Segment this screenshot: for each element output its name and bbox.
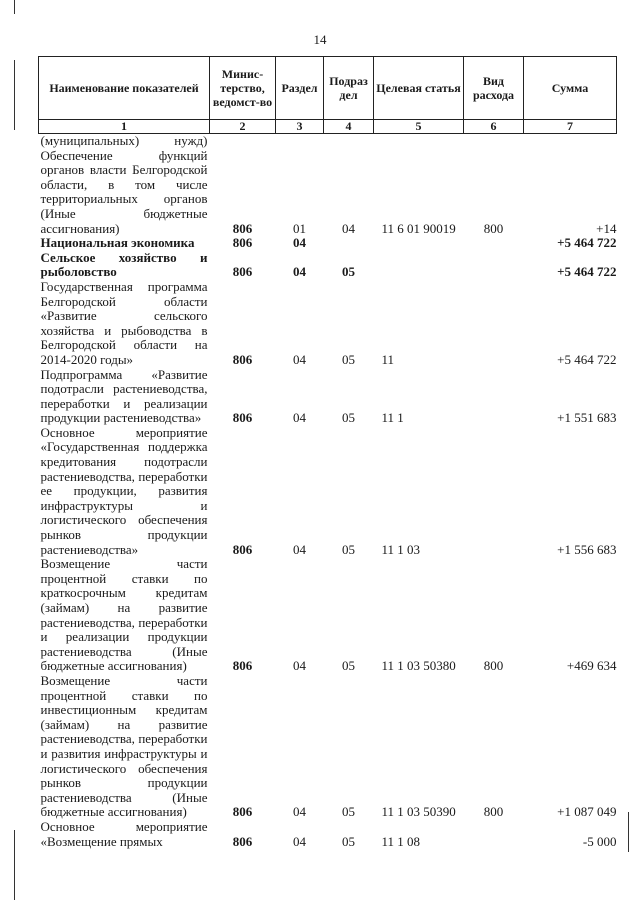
row-section-code: 01 (293, 220, 306, 236)
row-subsection-code: 05 (342, 541, 355, 557)
row-ministry-code: 806 (232, 220, 253, 236)
row-expense-type: 800 (483, 658, 504, 674)
header-amount: Сумма (524, 57, 617, 120)
column-number-row (39, 120, 617, 134)
right-margin-mark (628, 812, 629, 852)
row-subsection-code: 05 (342, 804, 355, 820)
row-indicator-name: Подпрограмма «Развитие подотрасли растениеводства, переработки и реализации продукции растениеводства» (40, 366, 208, 426)
row-target-article: 11 1 03 50390 (381, 804, 456, 820)
row-expense-type (464, 251, 524, 280)
row-indicator-name: Основное мероприятие «Возмещение прямых (40, 818, 208, 849)
row-target-article (374, 251, 464, 280)
row-amount: +1 551 683 (557, 410, 617, 426)
row-target-article: 11 (381, 351, 395, 367)
header-indicator-name: Наименование показателей (39, 57, 210, 120)
column-number: 7 (524, 120, 617, 134)
row-section-code: 04 (293, 410, 306, 426)
row-expense-type: 800 (483, 804, 504, 820)
row-target-article (374, 236, 464, 251)
row-expense-type (464, 236, 524, 251)
row-indicator-name: Сельское хозяйство и рыболовство (40, 249, 208, 280)
row-amount: +5 464 722 (557, 351, 617, 367)
column-number: 5 (374, 120, 464, 134)
header-section: Раздел (276, 57, 324, 120)
header-ministry: Минис-терство, ведомст-во (210, 57, 276, 120)
row-expense-type: 800 (483, 220, 504, 236)
header-expense-type: Вид расхода (464, 57, 524, 120)
row-indicator-name: Основное мероприятие «Государственная поддержка кредитования подотрасли растениеводства, переработки ее продукции, развития инфраструктуры и логистического обеспечения рынков продукции растениеводства» (40, 424, 208, 557)
row-expense-type (464, 426, 524, 557)
row-section-code: 04 (293, 804, 306, 820)
row-target-article: 11 1 08 (381, 833, 421, 849)
row-amount: +1 087 049 (557, 804, 617, 820)
row-expense-type (464, 368, 524, 426)
header-subsection: Подраз дел (324, 57, 374, 120)
row-amount: -5 000 (582, 833, 617, 849)
left-margin-mark-bottom (14, 830, 15, 900)
column-number: 6 (464, 120, 524, 134)
table-row (39, 280, 617, 368)
column-number: 1 (39, 120, 210, 134)
row-section-code: 04 (293, 235, 306, 251)
row-amount: +1 556 683 (557, 541, 617, 557)
left-margin-mark (14, 60, 15, 130)
budget-table (38, 56, 617, 849)
row-expense-type (464, 280, 524, 368)
row-subsection-code: 04 (342, 220, 355, 236)
row-subsection-code: 05 (342, 658, 355, 674)
table-header-row (39, 57, 617, 120)
table-row (39, 134, 617, 237)
row-indicator-name: Возмещение части процентной ставки по краткосрочным кредитам (займам) на развитие растениеводства, переработки и реализации продукции растениеводства (Иные бюджетные ассигнования) (40, 556, 208, 674)
row-target-article: 11 1 (381, 410, 404, 426)
left-margin-mark-top (14, 0, 15, 14)
column-number: 2 (210, 120, 276, 134)
row-ministry-code: 806 (232, 351, 253, 367)
header-target-article: Целевая статья (374, 57, 464, 120)
row-indicator-name: (муниципальных) нужд) Обеспечение функций органов власти Белгородской области, в том числе территориальных органов (Иные бюджетные ассигнования) (40, 133, 208, 236)
row-subsection-code (324, 236, 374, 251)
row-subsection-code: 05 (342, 833, 355, 849)
table-row (39, 557, 617, 674)
page-number: 14 (313, 32, 327, 47)
row-ministry-code: 806 (232, 804, 253, 820)
row-subsection-code: 05 (342, 264, 355, 280)
row-target-article: 11 6 01 90019 (381, 220, 456, 236)
row-subsection-code: 05 (342, 410, 355, 426)
table-row (39, 820, 617, 849)
row-amount: +5 464 722 (557, 264, 617, 280)
column-number: 4 (324, 120, 374, 134)
table-row (39, 236, 617, 251)
table-row (39, 426, 617, 557)
row-expense-type (464, 820, 524, 849)
table-row (39, 674, 617, 820)
row-section-code: 04 (293, 264, 306, 280)
row-section-code: 04 (293, 833, 306, 849)
row-amount: +469 634 (566, 658, 617, 674)
table-row (39, 368, 617, 426)
row-target-article: 11 1 03 50380 (381, 658, 456, 674)
row-ministry-code: 806 (232, 410, 253, 426)
row-indicator-name: Национальная экономика (40, 235, 195, 251)
row-indicator-name: Возмещение части процентной ставки по инвестиционным кредитам (займам) на развитие растениеводства, переработки и развития инфраструктуры и логистического обеспечения рынков продукции растениеводства (Иные бюджетные ассигнования) (40, 672, 208, 820)
column-number: 3 (276, 120, 324, 134)
row-section-code: 04 (293, 541, 306, 557)
row-indicator-name: Государственная программа Белгородской области «Развитие сельского хозяйства и рыбоводства в Белгородской области на 2014-2020 годы» (40, 278, 208, 367)
row-ministry-code: 806 (232, 541, 253, 557)
row-ministry-code: 806 (232, 833, 253, 849)
row-ministry-code: 806 (232, 235, 253, 251)
row-section-code: 04 (293, 658, 306, 674)
table-row (39, 251, 617, 280)
row-ministry-code: 806 (232, 264, 253, 280)
row-section-code: 04 (293, 351, 306, 367)
row-target-article: 11 1 03 (381, 541, 421, 557)
row-amount: +5 464 722 (557, 235, 617, 251)
row-amount: +14 (596, 220, 617, 236)
row-ministry-code: 806 (232, 658, 253, 674)
row-subsection-code: 05 (342, 351, 355, 367)
